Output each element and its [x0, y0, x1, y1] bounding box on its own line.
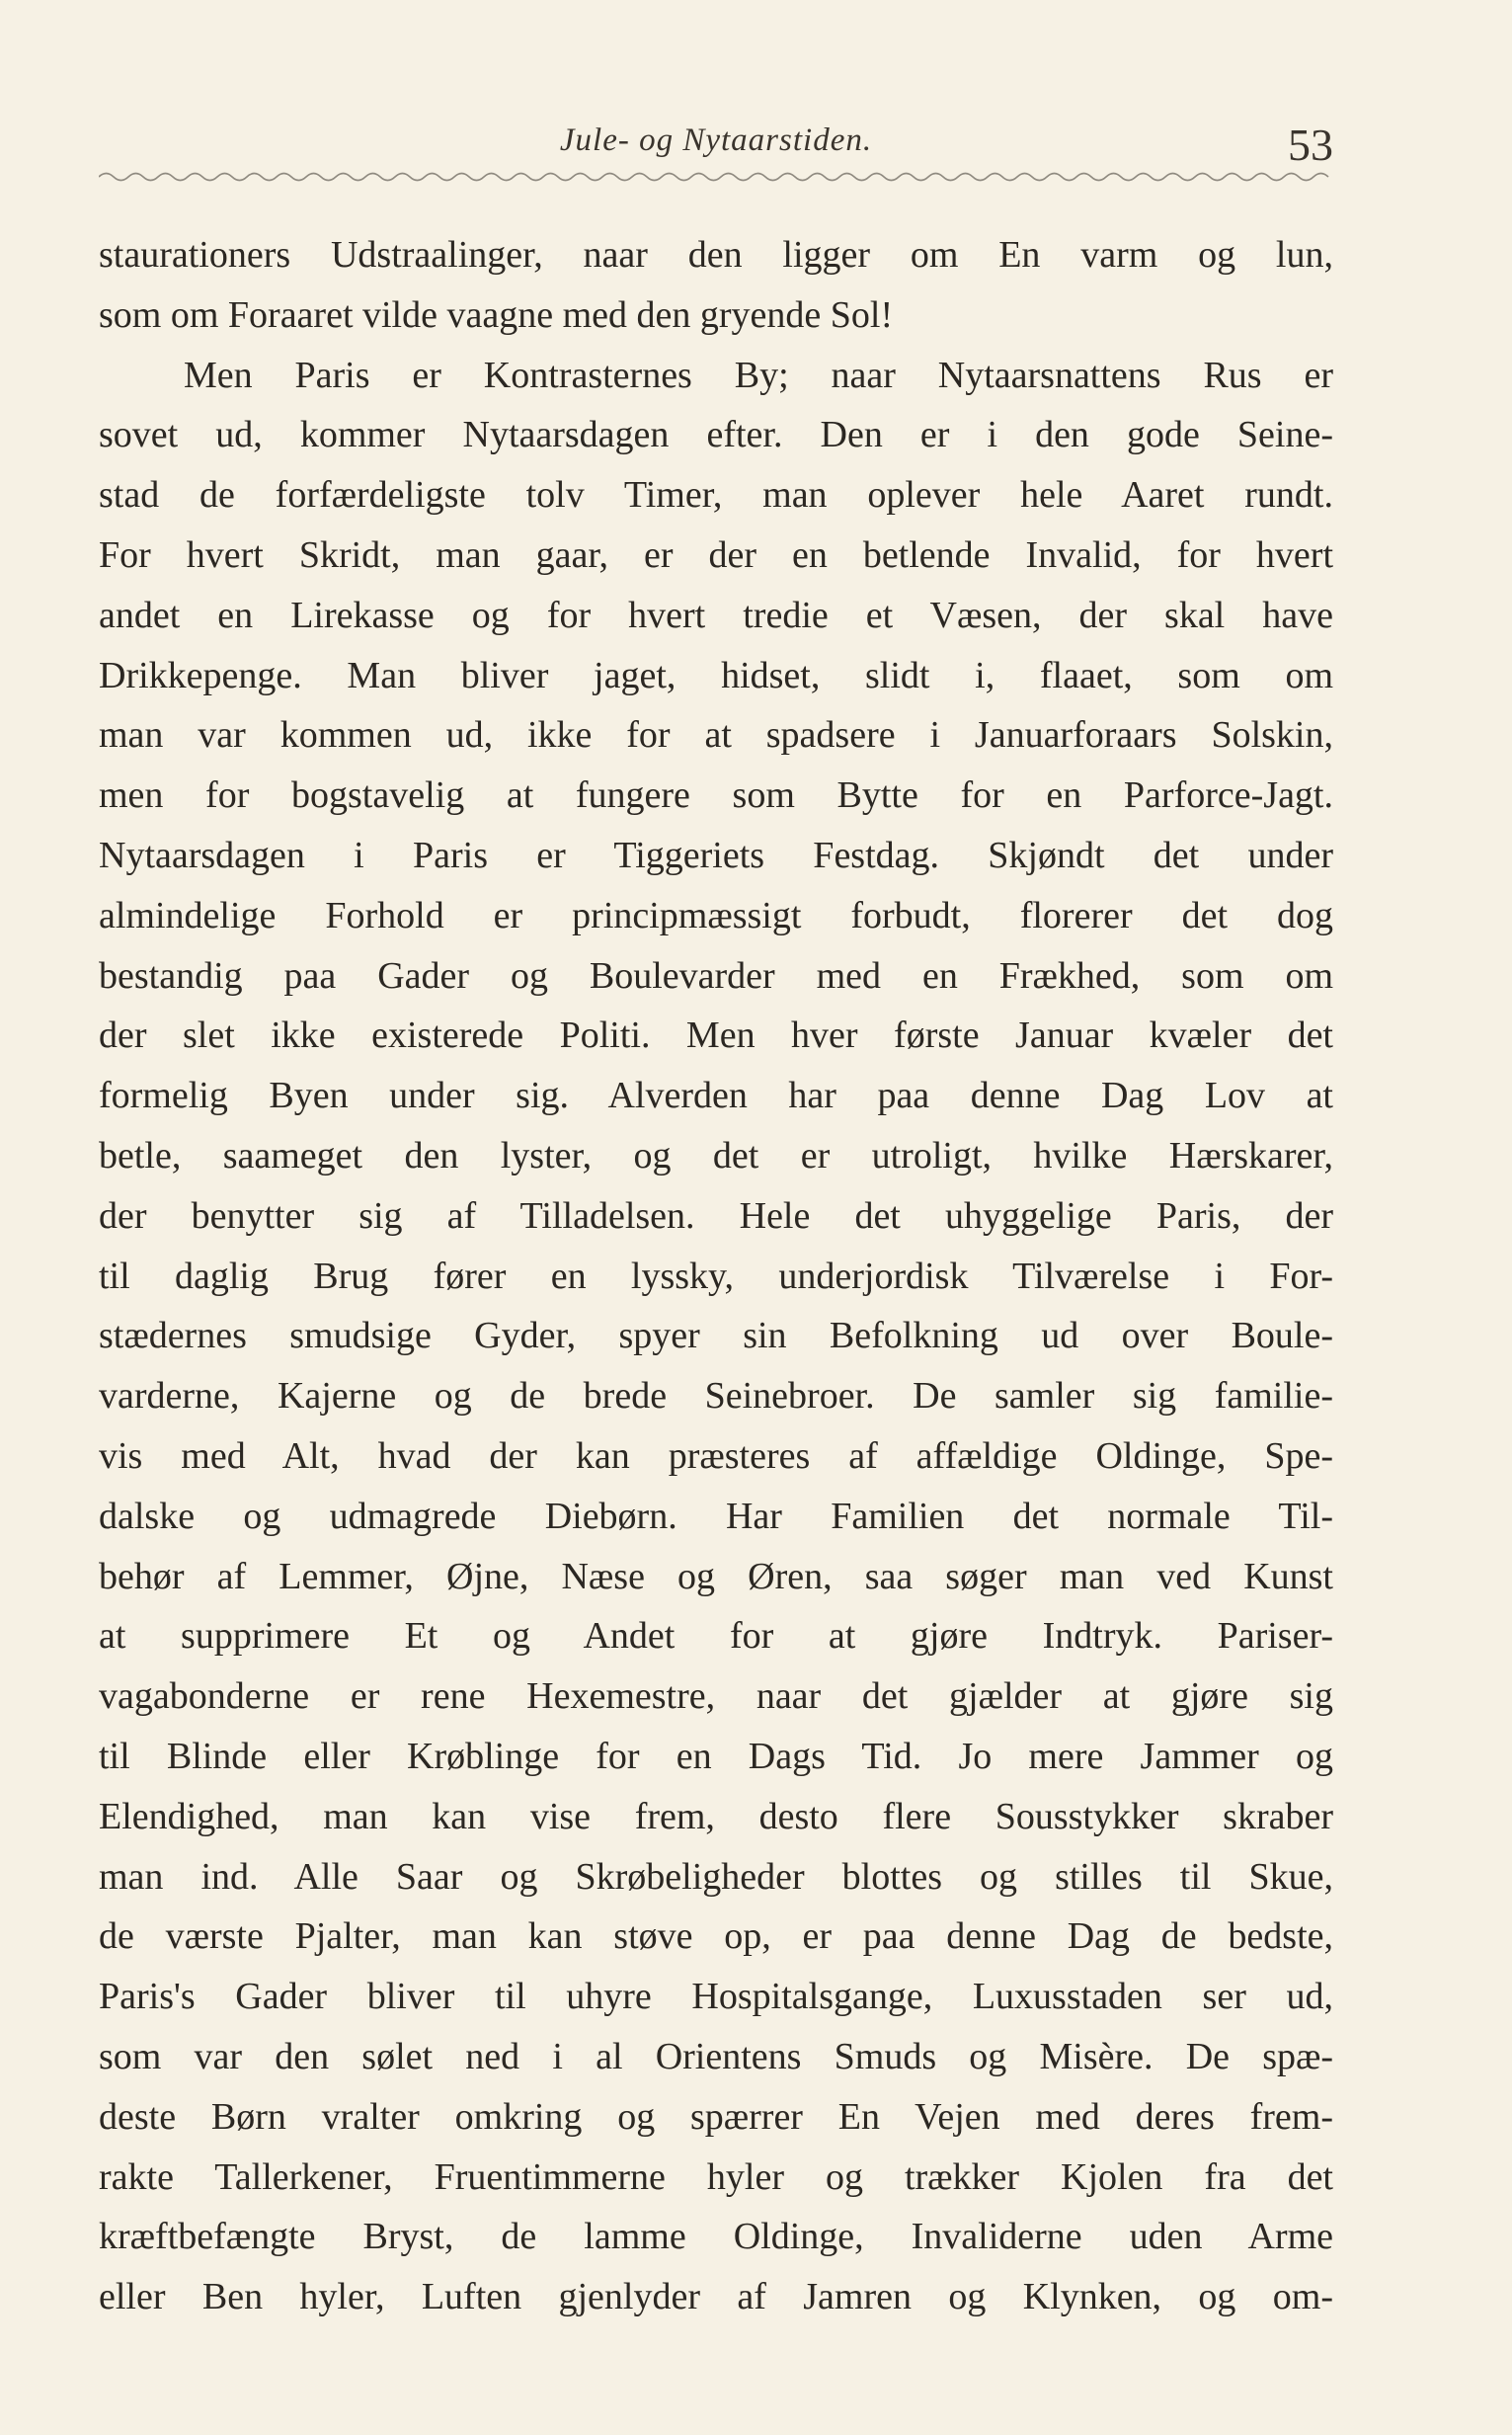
body-text	[99, 225, 1333, 2327]
text-line: eller Ben hyler, Luften gjenlyder af Jamren og Klynken, og om-	[99, 2276, 1333, 2318]
text-line: sovet ud, kommer Nytaarsdagen efter. Den er i den gode Seine-	[99, 414, 1333, 456]
text-line: betle, saameget den lyster, og det er utroligt, hvilke Hærskarer,	[99, 1134, 1333, 1177]
decorative-wavy-rule	[99, 170, 1333, 184]
running-title: Jule- og Nytaarstiden.	[559, 122, 873, 158]
text-line: bestandig paa Gader og Boulevarder med en Frækhed, som om	[99, 954, 1333, 997]
text-line: man ind. Alle Saar og Skrøbeligheder blottes og stilles til Skue,	[99, 1855, 1333, 1898]
page-number: 53	[1288, 120, 1333, 170]
text-line: til daglig Brug fører en lyssky, underjordisk Tilværelse i For-	[99, 1255, 1333, 1297]
text-line: For hvert Skridt, man gaar, er der en betlende Invalid, for hvert	[99, 533, 1333, 576]
text-line: der benytter sig af Tilladelsen. Hele det uhyggelige Paris, der	[99, 1194, 1333, 1237]
text-line: de værste Pjalter, man kan støve op, er paa denne Dag de bedste,	[99, 1915, 1333, 1958]
text-line: som om Foraaret vilde vaagne med den gryende Sol!	[99, 293, 894, 336]
page-header	[99, 119, 1333, 188]
text-line: vagabonderne er rene Hexemestre, naar det gjælder at gjøre sig	[99, 1675, 1333, 1718]
text-line: rakte Tallerkener, Fruentimmerne hyler og trækker Kjolen fra det	[99, 2155, 1333, 2198]
text-line: vis med Alt, hvad der kan præsteres af affældige Oldinge, Spe-	[99, 1434, 1333, 1477]
text-line: dalske og udmagrede Diebørn. Har Familien det normale Til-	[99, 1495, 1333, 1537]
text-line: Drikkepenge. Man bliver jaget, hidset, slidt i, flaaet, som om	[99, 654, 1333, 696]
text-line: almindelige Forhold er principmæssigt forbudt, florerer det dog	[99, 894, 1333, 936]
text-line: deste Børn vralter omkring og spærrer En Vejen med deres frem-	[99, 2095, 1333, 2138]
text-line: Paris's Gader bliver til uhyre Hospitalsgange, Luxusstaden ser ud,	[99, 1976, 1333, 2018]
text-line: stædernes smudsige Gyder, spyer sin Befolkning ud over Boule-	[99, 1315, 1333, 1357]
text-line: formelig Byen under sig. Alverden har paa denne Dag Lov at	[99, 1075, 1333, 1117]
text-line: man var kommen ud, ikke for at spadsere i Januarforaars Solskin,	[99, 714, 1333, 757]
text-line: til Blinde eller Krøblinge for en Dags Tid. Jo mere Jammer og	[99, 1735, 1333, 1777]
text-line: staurationers Udstraalinger, naar den ligger om En varm og lun,	[99, 234, 1333, 276]
text-line: varderne, Kajerne og de brede Seinebroer. De samler sig familie-	[99, 1375, 1333, 1418]
text-line: Elendighed, man kan vise frem, desto flere Sousstykker skraber	[99, 1795, 1333, 1837]
text-line: at supprimere Et og Andet for at gjøre Indtryk. Pariser-	[99, 1615, 1333, 1658]
text-line: der slet ikke existerede Politi. Men hver første Januar kvæler det	[99, 1015, 1333, 1057]
text-line: men for bogstavelig at fungere som Bytte for en Parforce-Jagt.	[99, 774, 1333, 817]
text-line: Nytaarsdagen i Paris er Tiggeriets Festdag. Skjøndt det under	[99, 834, 1333, 876]
text-line: som var den sølet ned i al Orientens Smuds og Misère. De spæ-	[99, 2035, 1333, 2077]
text-line: behør af Lemmer, Øjne, Næse og Øren, saa søger man ved Kunst	[99, 1555, 1333, 1597]
text-line: Men Paris er Kontrasternes By; naar Nytaarsnattens Rus er	[184, 354, 1333, 396]
text-line: kræftbefængte Bryst, de lamme Oldinge, Invaliderne uden Arme	[99, 2216, 1333, 2258]
text-line: stad de forfærdeligste tolv Timer, man oplever hele Aaret rundt.	[99, 474, 1333, 517]
text-line: andet en Lirekasse og for hvert tredie et Væsen, der skal have	[99, 594, 1333, 636]
